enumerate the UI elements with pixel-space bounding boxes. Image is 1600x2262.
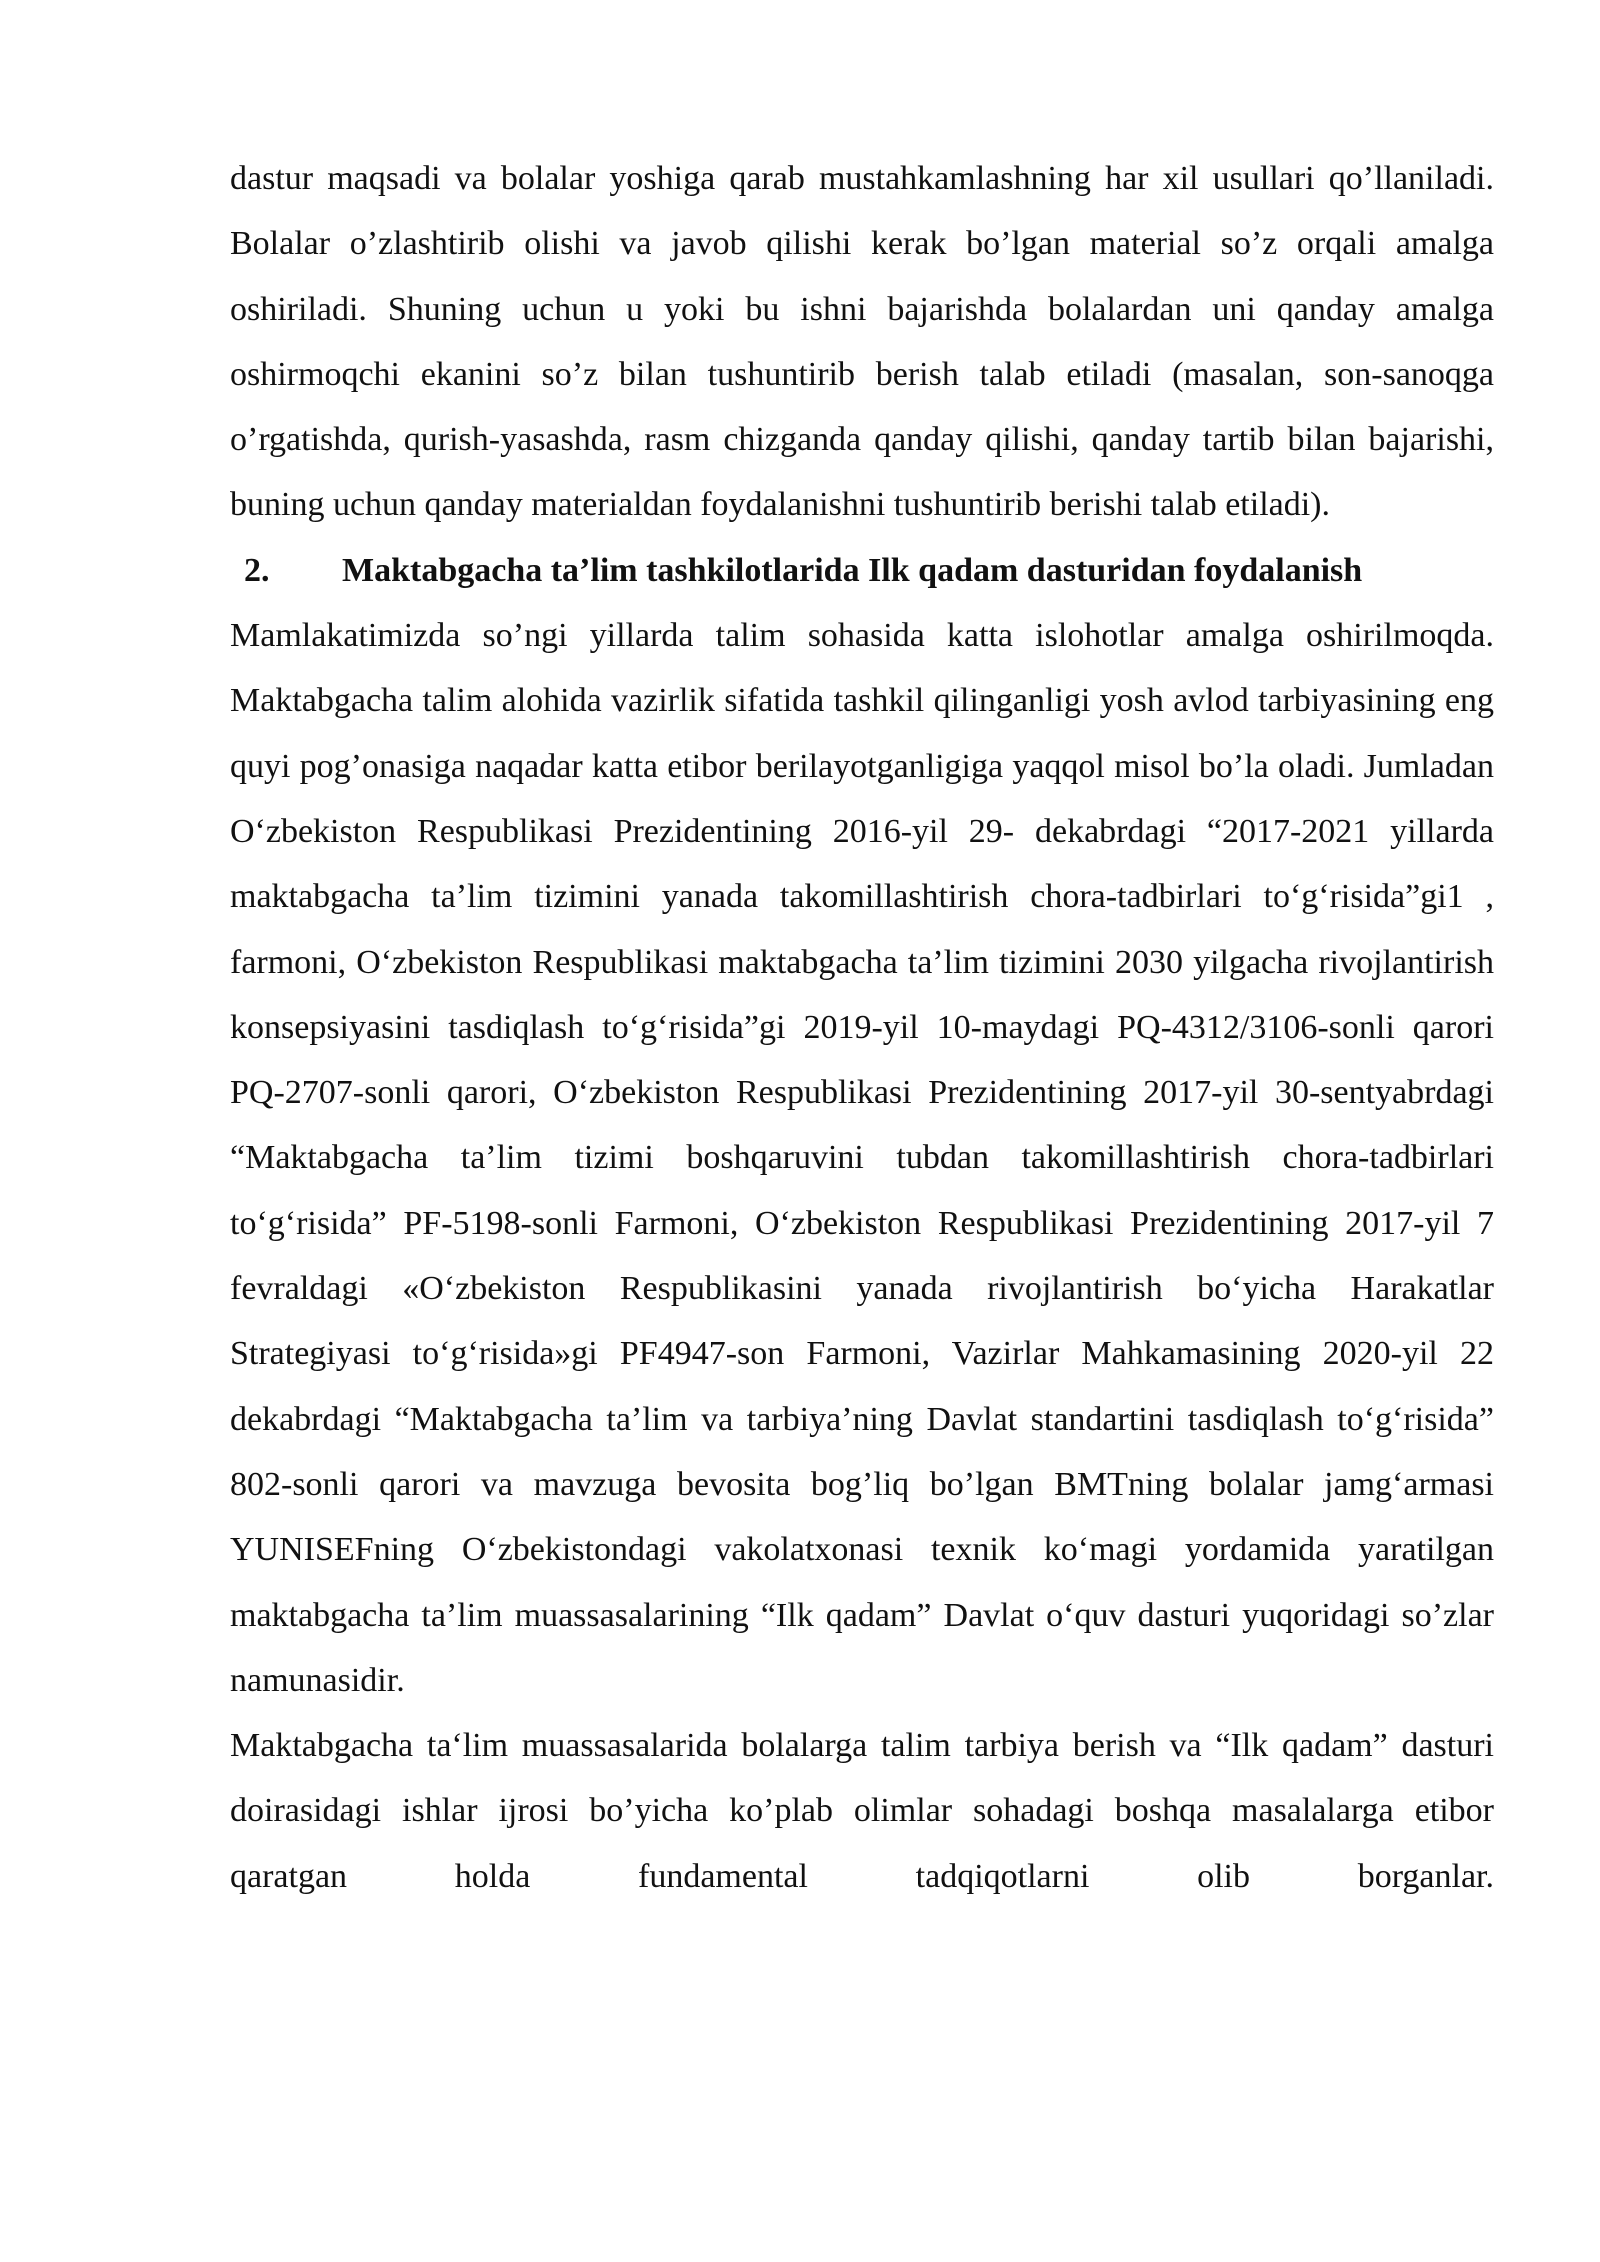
body-paragraph-2: Mamlakatimizda so’ngi yillarda talim sohasida katta islohotlar amalga oshirilmoqda. Maktabgacha talim alohida vazirlik sifatida tashkil qilinganligi yosh avlod tarbiyasining eng quyi pog’onasiga naqadar katta etibor berilayotganligiga yaqqol misol bo’la oladi. Jumladan O‘zbekiston Respublikasi Prezidentining 2016-yil 29- dekabrdagi “2017-2021 yillarda maktabgacha ta’lim tizimini yanada takomillashtirish chora-tadbirlari to‘g‘risida”gi1 , farmoni, O‘zbekiston Respublikasi maktabgacha ta’lim tizimini 2030 yilgacha rivojlantirish konsepsiyasini tasdiqlash to‘g‘risida”gi 2019-yil 10-maydagi PQ-4312/3106-sonli qarori PQ-2707-sonli qarori, O‘zbekiston Respublikasi Prezidentining 2017-yil 30-sentyabrdagi “Maktabgacha ta’lim tizimi boshqaruvini tubdan takomillashtirish chora-tadbirlari to‘g‘risida” PF-5198-sonli Farmoni, O‘zbekiston Respublikasi Prezidentining 2017-yil 7 fevraldagi «O‘zbekiston Respublikasini yanada rivojlantirish bo‘yicha Harakatlar Strategiyasi to‘g‘risida»gi PF4947-son Farmoni, Vazirlar Mahkamasining 2020-yil 22 dekabrdagi “Maktabgacha ta’lim va tarbiya’ning Davlat standartini tasdiqlash to‘g‘risida” 802-sonli qarori va mavzuga bevosita bog’liq bo’lgan BMTning bolalar jamg‘armasi YUNISEFning O‘zbekistondagi vakolatxonasi texnik ko‘magi yordamida yaratilgan maktabgacha ta’lim muassasalarining “Ilk qadam” Davlat o‘quv dasturi yuqoridagi so’zlar namunasidir. <box>230 617 1494 1699</box>
body-paragraph-3: Maktabgacha ta‘lim muassasalarida bolalarga talim tarbiya berish va “Ilk qadam” dasturi doirasidagi ishlar ijrosi bo’yicha ko’plab olimlar sohadagi boshqa masalalarga etibor qaratgan holda fundamental tadqiqotlarni olib borganlar. <box>230 1727 1494 1895</box>
section-number: 2. <box>244 551 270 589</box>
document-page <box>230 146 1494 1909</box>
section-heading <box>230 538 1494 603</box>
body-paragraph-1: dastur maqsadi va bolalar yoshiga qarab mustahkamlashning har xil usullari qo’llaniladi. Bolalar o’zlashtirib olishi va javob qilishi kerak bo’lgan material so’z orqali amalga oshiriladi. Shuning uchun u yoki bu ishni bajarishda bolalardan uni qanday amalga oshirmoqchi ekanini so’z bilan tushuntirib berish talab etiladi (masalan, son-sanoqga o’rgatishda, qurish-yasashda, rasm chizganda qanday qilishi, qanday tartib bilan bajarishi, buning uchun qanday materialdan foydalanishni tushuntirib berishi talab etiladi). <box>230 160 1494 524</box>
section-title: Maktabgacha ta’lim tashkilotlarida Ilk qadam dasturidan foydalanish <box>342 551 1363 589</box>
